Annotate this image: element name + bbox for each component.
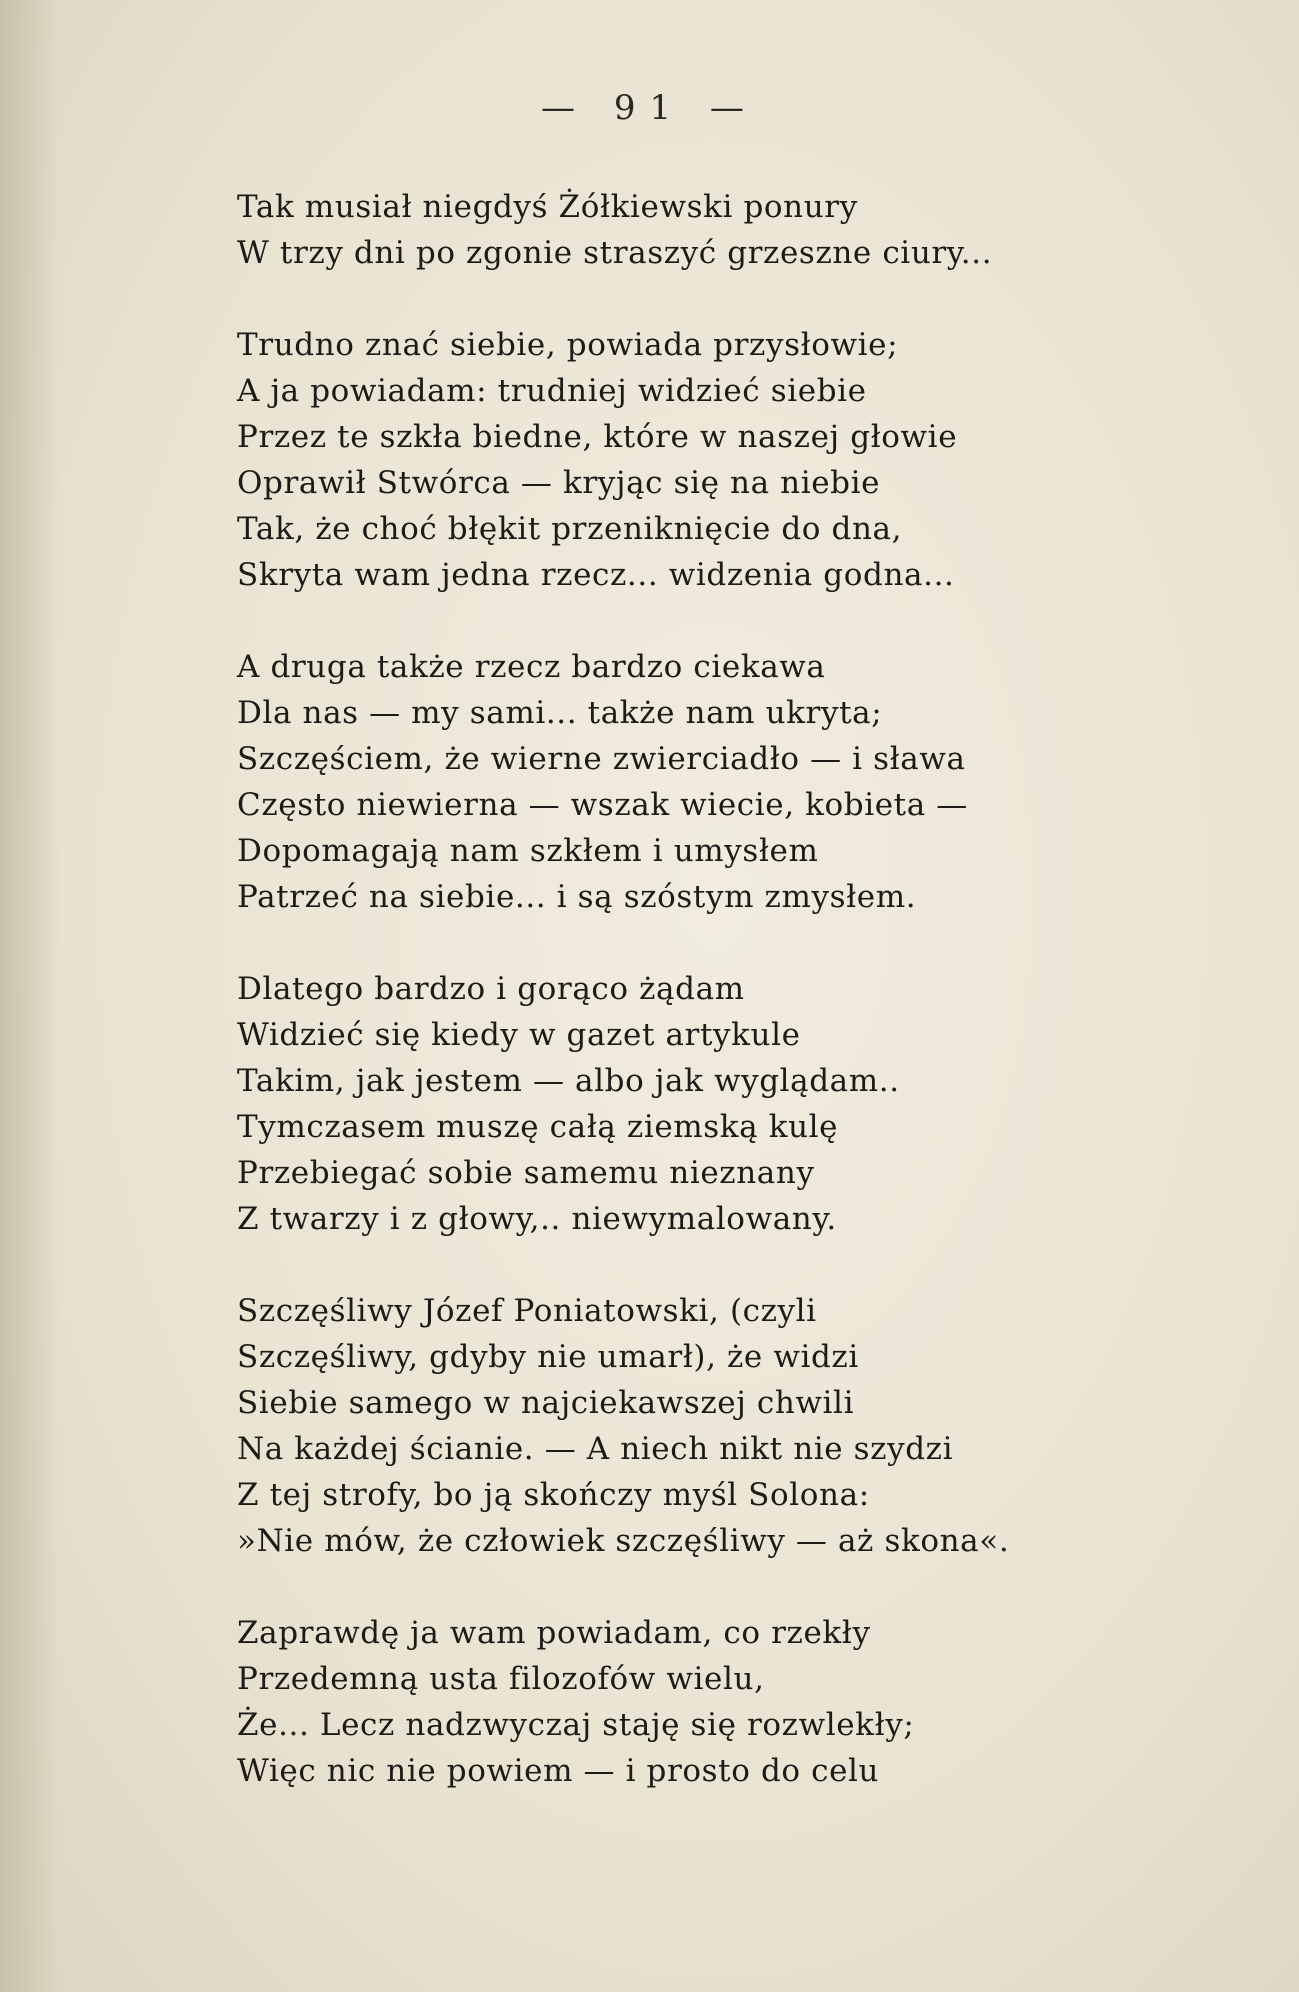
verse-line: Trudno znać siebie, powiada przysłowie;	[237, 327, 899, 363]
verse-line: Przez te szkła biedne, które w naszej głowie	[237, 419, 958, 455]
verse-line: W trzy dni po zgonie straszyć grzeszne ciury...	[237, 235, 993, 271]
verse-line: A druga także rzecz bardzo ciekawa	[237, 649, 826, 685]
verse-line: Skryta wam jedna rzecz... widzenia godna...	[237, 557, 955, 593]
verse-line: Często niewierna — wszak wiecie, kobieta —	[237, 787, 968, 823]
verse-line: Więc nic nie powiem — i prosto do celu	[237, 1753, 880, 1789]
verse-line: A ja powiadam: trudniej widzieć siebie	[237, 373, 867, 409]
verse-line: »Nie mów, że człowiek szczęśliwy — aż skona«.	[237, 1523, 1010, 1559]
stanza	[237, 644, 1117, 920]
verse-line: Z twarzy i z głowy,.. niewymalowany.	[237, 1201, 837, 1237]
verse-line: Dopomagają nam szkłem i umysłem	[237, 833, 819, 869]
verse-line: Tak, że choć błękit przeniknięcie do dna,	[237, 511, 903, 547]
poem-body	[237, 184, 1117, 1840]
verse-line: Szczęściem, że wierne zwierciadło — i sława	[237, 741, 966, 777]
stanza	[237, 184, 1117, 276]
verse-line: Z tej strofy, bo ją skończy myśl Solona:	[237, 1477, 870, 1513]
verse-line: Tymczasem muszę całą ziemską kulę	[237, 1109, 839, 1145]
verse-line: Takim, jak jestem — albo jak wyglądam..	[237, 1063, 900, 1099]
verse-line: Szczęśliwy, gdyby nie umarł), że widzi	[237, 1339, 859, 1375]
verse-line: Zaprawdę ja wam powiadam, co rzekły	[237, 1615, 871, 1651]
verse-line: Dlatego bardzo i gorąco żądam	[237, 971, 745, 1007]
page-number: — 91 —	[541, 88, 758, 128]
stanza	[237, 1610, 1117, 1794]
page-gutter-shadow	[0, 0, 60, 1992]
verse-line: Przebiegać sobie samemu nieznany	[237, 1155, 815, 1191]
stanza	[237, 322, 1117, 598]
verse-line: Oprawił Stwórca — kryjąc się na niebie	[237, 465, 881, 501]
verse-line: Patrzeć na siebie... i są szóstym zmysłem.	[237, 879, 917, 915]
verse-line: Przedemną usta filozofów wielu,	[237, 1661, 765, 1697]
verse-line: Szczęśliwy Józef Poniatowski, (czyli	[237, 1293, 817, 1329]
stanza	[237, 1288, 1117, 1564]
verse-line: Siebie samego w najciekawszej chwili	[237, 1385, 855, 1421]
stanza	[237, 966, 1117, 1242]
verse-line: Dla nas — my sami... także nam ukryta;	[237, 695, 883, 731]
verse-line: Na każdej ścianie. — A niech nikt nie szydzi	[237, 1431, 954, 1467]
verse-line: Widzieć się kiedy w gazet artykule	[237, 1017, 801, 1053]
verse-line: Że... Lecz nadzwyczaj staję się rozwlekły;	[237, 1707, 915, 1743]
verse-line: Tak musiał niegdyś Żółkiewski ponury	[237, 189, 858, 225]
